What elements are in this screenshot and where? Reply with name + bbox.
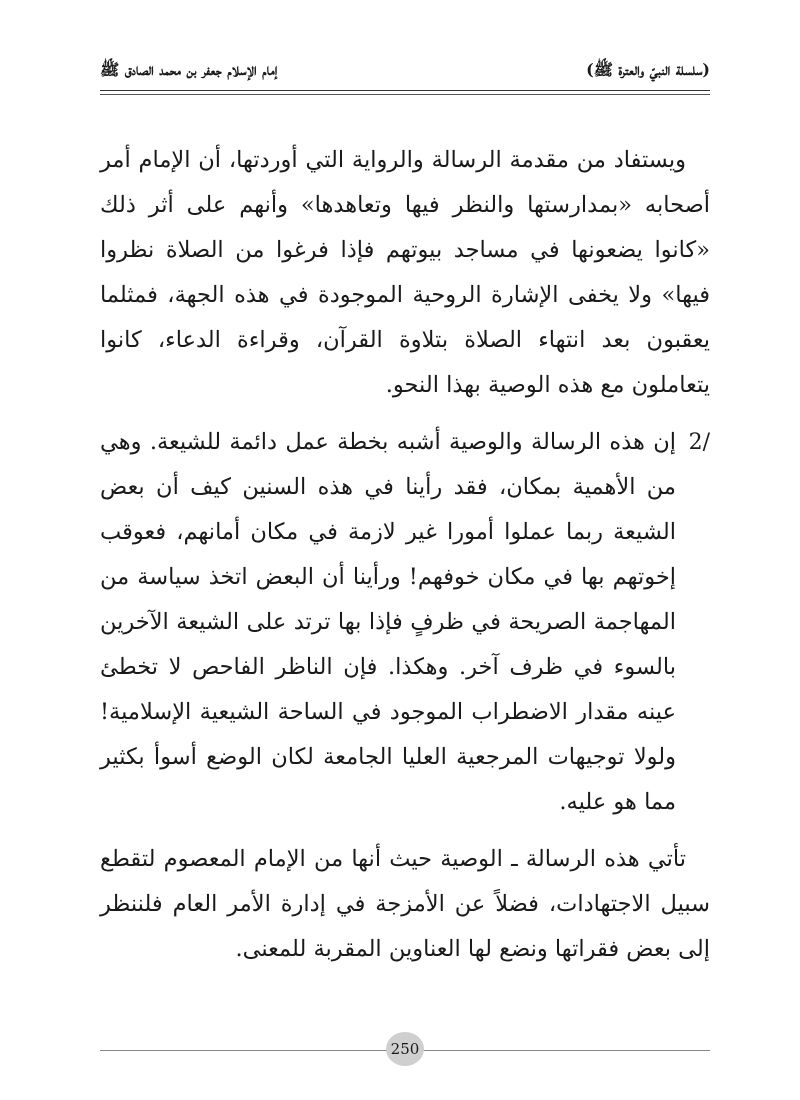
- running-header: [100, 52, 710, 92]
- page-number: 250: [386, 1032, 424, 1066]
- page-body: [100, 138, 710, 972]
- header-rule-thin: [100, 94, 710, 95]
- numbered-point-2: [100, 420, 710, 825]
- point-2-text: إن هذه الرسالة والوصية أشبه بخطة عمل دائمة للشيعة. وهي من الأهمية بمكان، فقد رأينا في هذه السنين كيف أن بعض الشيعة ربما عملوا أمورا غير لازمة في مكان أمانهم، فعوقب إخوتهم بها في مكان خوفهم! ورأينا أن البعض اتخذ سياسة من المهاجمة الصريحة في ظرفٍ فإذا بها ترتد على الشيعة الآخرين بالسوء في ظرف آخر. وهكذا. فإن الناظر الفاحص لا تخطئ عينه مقدار الاضطراب الموجود في الساحة الشيعية الإسلامية! ولولا توجيهات المرجعية العليا الجامعة لكان الوضع أسوأ بكثير مما هو عليه.: [100, 429, 676, 815]
- point-number: 2/: [688, 430, 710, 455]
- book-title: إمام الإسلام جعفر بن محمد الصادق ﷺ: [100, 60, 278, 79]
- paragraph-1: ويستفاد من مقدمة الرسالة والرواية التي أوردتها، أن الإمام أمر أصحابه «بمدارستها والنظر فيها وتعاهدها» وأنهم على أثر ذلك «كانوا يضعونها في مساجد بيوتهم فإذا فرغوا من الصلاة نظروا فيها» ولا يخفى الإشارة الروحية الموجودة في هذه الجهة، فمثلما يعقبون بعد انتهاء الصلاة بتلاوة القرآن، وقراءة الدعاء، كانوا يتعاملون مع هذه الوصية بهذا النحو.: [100, 147, 710, 398]
- page-footer: [100, 1032, 710, 1068]
- series-title: (سلسلة النبيّ والعترة ﷺ): [586, 60, 710, 79]
- header-rule: [100, 90, 710, 91]
- paragraph-3: تأتي هذه الرسالة ـ الوصية حيث أنها من الإمام المعصوم لتقطع سبيل الاجتهادات، فضلاً عن الأمزجة في إدارة الأمر العام فلننظر إلى بعض فقراتها ونضع لها العناوين المقربة للمعنى.: [100, 846, 710, 962]
